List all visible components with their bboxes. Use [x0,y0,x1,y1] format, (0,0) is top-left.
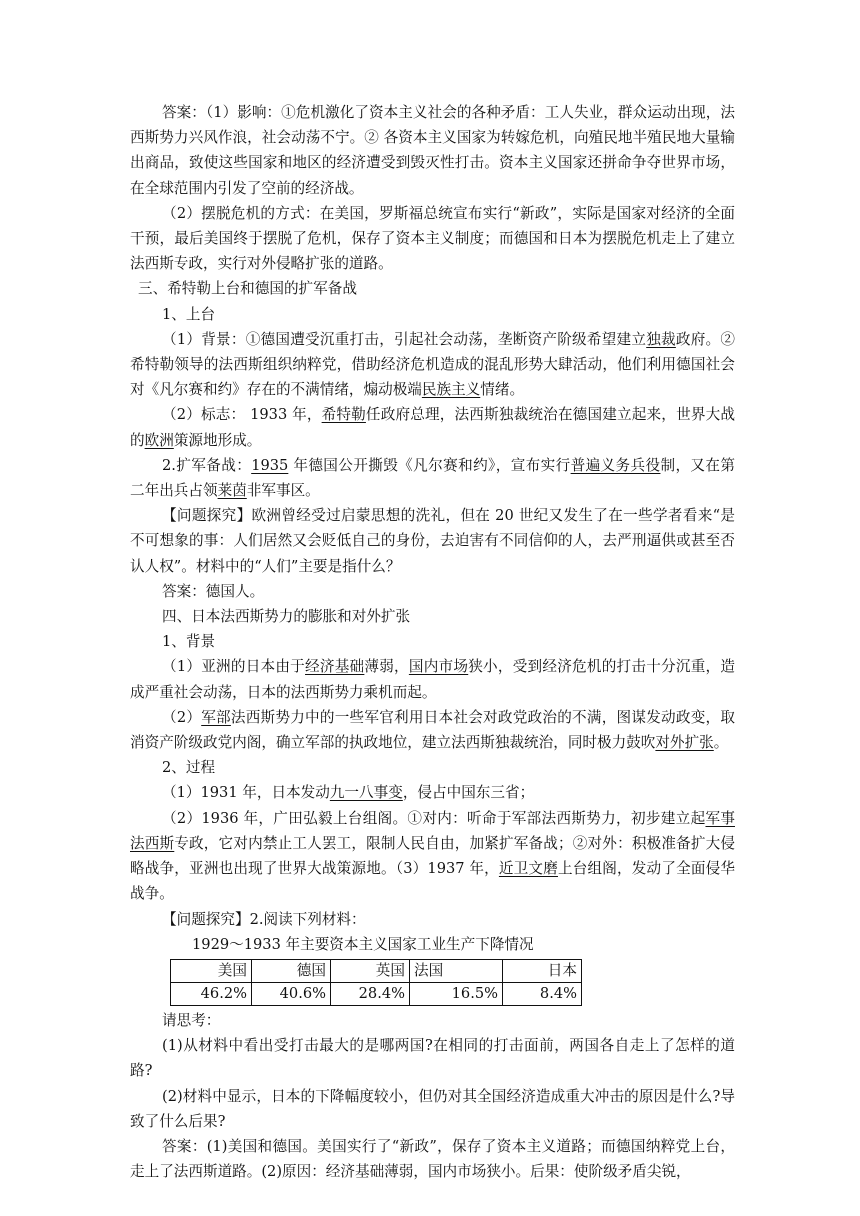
paragraph [130,604,735,629]
table-value-row [171,982,582,1005]
text-run: （1）亚洲的日本由于 [162,658,306,676]
text-run: 狭小，受到经济危机的打击十分沉重，造成严重社会动荡，日本的法西斯势力乘机而起。 [130,658,735,701]
paragraph [130,654,735,704]
text-run: （2）标志： 1933 年， [162,406,322,424]
text-run: 策源地形成。 [173,431,262,449]
paragraph [130,806,735,907]
paragraph [130,1084,735,1134]
text-run: 非军事区。 [246,482,320,500]
text-run: 年德国公开撕毁《凡尔赛和约》，宣布实行 [288,456,571,474]
table-header-cell: 法国 [410,959,503,982]
text-run: （2） [162,708,202,726]
table-value-cell: 46.2% [171,982,252,1005]
text-run: （2）1936 年，广田弘毅上台组阁。①对内：听命于军部法西斯势力，初步建立起 [162,809,706,827]
text-run: 2.扩军备战： [162,456,252,474]
body-paragraphs [130,100,735,932]
text-run: 答案：(1)美国和德国。美国实行了“新政”，保存了资本主义道路；而德国纳粹党上台，走上了法西斯道路。(2)原因：经济基础薄弱，国内市场狭小。后果：使阶级矛盾尖锐， [130,1137,735,1181]
underlined-term: 近卫文磨 [498,860,558,878]
text-run: 答案：（1）影响：①危机激化了资本主义社会的各种矛盾：工人失业，群众运动出现，法西斯势力兴风作浪，社会动荡不宁。② 各资本主义国家为转嫁危机，向殖民地半殖民地大量输出商品，致使这些国家和地区的经济遭受到毁灭性打击。资本主义国家还拼命争夺世界市场，在全球范围内引发了空前的经济战。 [130,104,735,197]
underlined-term: 军事法西斯 [130,809,735,852]
underlined-term: 独裁 [646,330,676,348]
underlined-term: 1935 [251,456,289,474]
text-run: (1)从材料中看出受打击最大的是哪两国?在相同的打击面前，两国各自走上了怎样的道路? [130,1037,735,1080]
text-run: 四、日本法西斯势力的膨胀和对外扩张 [162,608,411,626]
text-run: 情绪。 [480,381,525,399]
underlined-term: 对外扩张 [655,734,714,752]
text-run: (2)材料中显示，日本的下降幅度较小，但仍对其全国经济造成重大冲击的原因是什么?导致了什么后果? [130,1087,735,1130]
table-value-cell: 28.4% [331,982,410,1005]
production-decline-table [170,959,582,1006]
text-run: 薄弱， [364,658,409,676]
text-run: 上台组阁，发动了全面侵华战争。 [130,860,735,903]
table-caption: 1929～1933 年主要资本主义国家工业生产下降情况 [192,935,534,953]
paragraph [130,1033,735,1083]
underlined-term: 普遍义务兵役 [570,456,661,474]
underlined-term: 希特勒 [321,406,366,424]
underlined-term: 莱茵 [217,482,247,500]
paragraph [130,907,735,932]
table-header-cell: 美国 [171,959,252,982]
paragraph [130,780,735,805]
text-run: （1）1931 年，日本发动 [162,784,330,802]
paragraph [130,503,735,579]
underlined-term: 军部 [201,708,231,726]
text-run: （2）摆脱危机的方式：在美国，罗斯福总统宣布实行“新政”，实际是国家对经济的全面干预，最后美国终于摆脱了危机，保存了资本主义制度；而德国和日本为摆脱危机走上了建立法西斯专政，实行对外侵略扩张的道路。 [130,204,735,273]
text-run: 法西斯势力中的一些军官利用日本社会对政党政治的不满，图谋发动政变，取消资产阶级政党内阁，确立军部的执政地位，建立法西斯独裁统治，同时极力鼓吹 [130,708,735,752]
underlined-term: 欧洲 [144,431,174,449]
paragraph [130,705,735,755]
text-run: 请思考： [162,1011,221,1029]
underlined-term: 九一八事变 [329,784,403,802]
text-run: 专政，它对内禁止工人罢工，限制人民自由，加紧扩军备战；②对外：积极准备扩大侵略战争，亚洲也出现了世界大战策源地。（3）1937 年， [130,834,735,878]
text-run: 1、上台 [162,305,216,323]
paragraph [130,1134,735,1184]
paragraph [130,201,735,277]
table-header-cell: 日本 [503,959,582,982]
paragraph [130,755,735,780]
text-run: 2、过程 [162,759,216,777]
paragraph [130,402,735,452]
paragraph [130,629,735,654]
document-body [130,100,735,1184]
text-run: 任政府总理，法西斯独裁统治在德国建立起来，世界大战的 [130,406,735,449]
text-run: ，侵占中国东三省； [402,784,535,802]
underlined-term: 民族主义 [421,381,481,399]
paragraph [130,327,735,403]
paragraph [130,453,735,503]
underlined-term: 经济基础 [305,658,365,676]
paragraph [130,302,735,327]
table-value-cell: 8.4% [503,982,582,1005]
table-value-cell: 40.6% [252,982,331,1005]
paragraph [130,100,735,201]
text-run: 。 [713,734,729,752]
text-run: 【问题探究】欧洲曾经受过启蒙思想的洗礼，但在 20 世纪又发生了在一些学者看来“是不可想象的事：人们居然又会贬低自己的身份，去迫害有不同信仰的人，去严刑逼供或甚至否认人权”。材料中的“人们”主要是指什么？ [130,507,735,575]
paragraph [130,1008,735,1033]
table-header-cell: 德国 [252,959,331,982]
text-run: 【问题探究】2.阅读下列材料： [162,910,366,928]
table-header-row [171,959,582,982]
table-header-cell: 英国 [331,959,410,982]
text-run: 答案：德国人。 [162,582,265,600]
text-run: （1）背景：①德国遭受沉重打击，引起社会动荡，垄断资产阶级希望建立 [162,330,647,348]
question-paragraphs [130,1008,735,1184]
table-value-cell: 16.5% [410,982,503,1005]
text-run: 三、希特勒上台和德国的扩军备战 [138,280,357,298]
text-run: 制，又在第二年出兵占领 [130,456,735,500]
text-run: 政府。②希特勒领导的法西斯组织纳粹党，借助经济危机造成的混乱形势大肆活动，他们利用德国社会对《凡尔赛和约》存在的不满情绪，煽动极端 [130,330,735,399]
paragraph [130,579,735,604]
underlined-term: 国内市场 [408,658,469,676]
text-run: 1、背景 [162,633,216,651]
paragraph [130,276,735,301]
